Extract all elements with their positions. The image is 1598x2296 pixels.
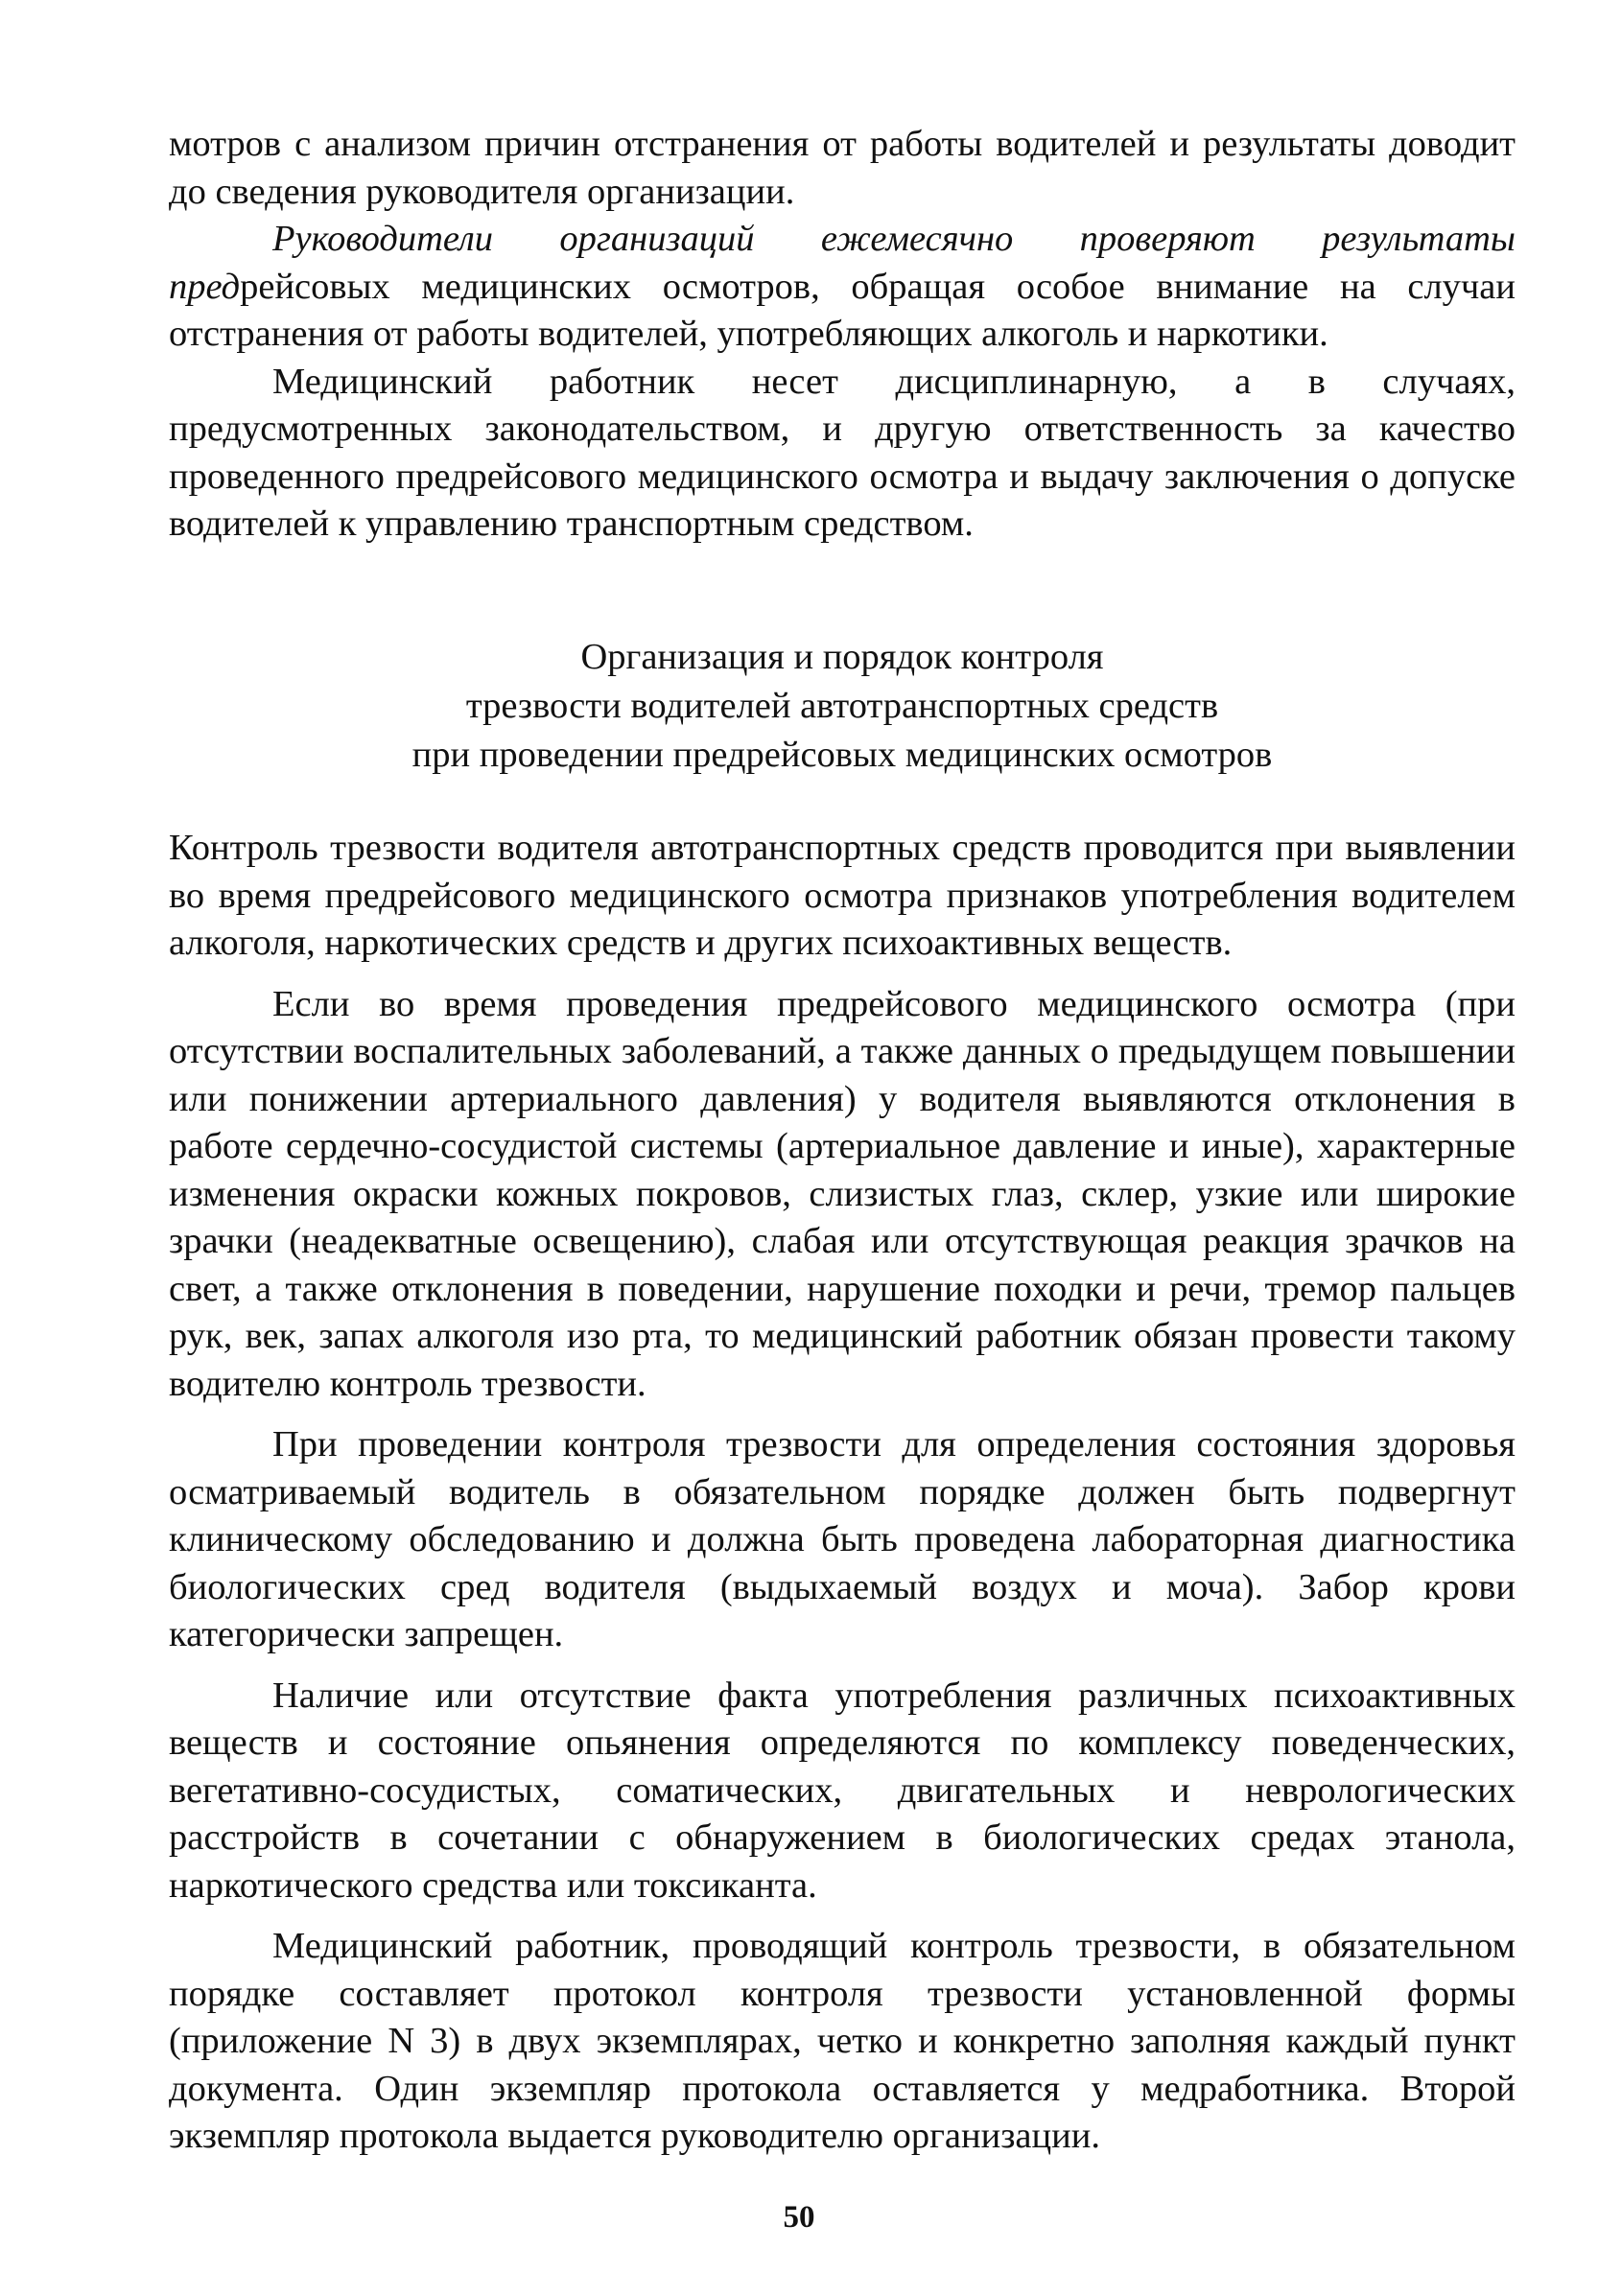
page-number: 50 <box>783 2200 815 2235</box>
paragraph-medic-responsibility <box>169 359 1516 549</box>
heading-line-2: трезвости водителей автотранспортных средств <box>465 686 1219 726</box>
paragraph-intoxication-criteria: Наличие или отсутствие факта употребления различных психоактивных веществ и состояние опьянения определяются по комплексу поведенческих, вегетативно-сосудистых, соматических, двигательных и неврологических расстройств в сочетании с обнаружением в биологических средах этанола, наркотического средства или токсиканта. <box>169 1675 1516 1906</box>
heading-line-1: Организация и порядок контроля <box>580 637 1104 677</box>
paragraph-managers-check <box>169 216 1516 359</box>
heading-line-3: при проведении предрейсовых медицинских осмотров <box>411 735 1273 775</box>
paragraph-sobriety-control: Контроль трезвости водителя автотранспортных средств проводится при выявлении во время предрейсового медицинского осмотра признаков употребления водителем алкоголя, наркотических средств и других психоактивных веществ. <box>169 828 1516 963</box>
section-body <box>169 825 1516 2174</box>
paragraph-text: рейсовых медицинских осмотров, обращая особое внимание на случаи отстранения от работы водителей, употребляющих алкоголь и наркотики. <box>169 266 1516 354</box>
paragraph-continuation <box>169 121 1516 216</box>
top-text-block <box>169 121 1516 549</box>
paragraph-examination: При проведении контроля трезвости для определения состояния здоровья осматриваемый водитель в обязательном порядке должен быть подвергнут клиническому обследованию и должна быть проведена лабораторная диагностика биологических сред водителя (выдыхаемый воздух и моча). Забор крови категорически запрещен. <box>169 1424 1516 1654</box>
section-heading <box>169 633 1516 780</box>
paragraph-symptoms: Если во время проведения предрейсового медицинского осмотра (при отсутствии воспалительных заболеваний, а также данных о предыдущем повышении или понижении артериального давления) у водителя выявляются отклонения в работе сердечно-сосудистой системы (артериальное давление и иные), характерные изменения окраски кожных покровов, слизистых глаз, склер, узкие или широкие зрачки (неадекватные освещению), слабая или отсутствующая реакция зрачков на свет, а также отклонения в поведении, нарушение походки и речи, тремор пальцев рук, век, запах алкоголя изо рта, то медицинский работник обязан провести такому водителю контроль трезвости. <box>169 983 1516 1404</box>
paragraph-text: мотров с анализом причин отстранения от работы водителей и результаты доводит до сведения руководителя организации. <box>169 124 1516 212</box>
paragraph-protocol: Медицинский работник, проводящий контроль трезвости, в обязательном порядке составляет протокол контроля трезвости установленной формы (приложение N 3) в двух экземплярах, четко и конкретно заполняя каждый пункт документа. Один экземпляр протокола оставляется у медработника. Второй экземпляр протокола выдается руководителю организации. <box>169 1926 1516 2156</box>
italic-lead-text: Руководители организаций ежемесячно проверяют результаты пред <box>169 219 1516 307</box>
paragraph-text: Медицинский работник несет дисциплинарную, а в случаях, предусмотренных законодательством, и другую ответственность за качество проведенного предрейсового медицинского осмотра и выдачу заключения о допуске водителей к управлению транспортным средством. <box>169 361 1516 544</box>
